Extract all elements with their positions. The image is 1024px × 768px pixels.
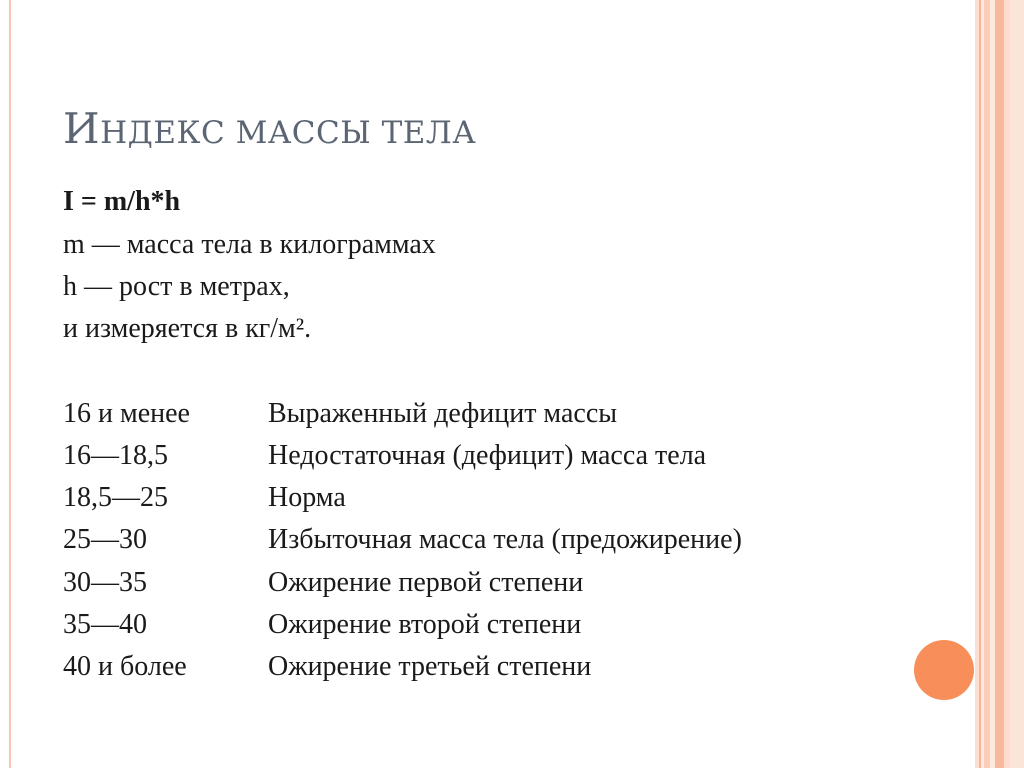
row-description: Норма: [268, 482, 346, 513]
left-frame-line: [9, 0, 11, 768]
row-range: 25—30: [63, 524, 147, 555]
formula: I = m/h*h: [63, 186, 181, 217]
row-description: Выраженный дефицит массы: [268, 398, 618, 429]
row-description: Ожирение второй степени: [268, 609, 582, 640]
title-rest: НДЕКС МАССЫ ТЕЛА: [100, 115, 477, 151]
row-range: 30—35: [63, 567, 147, 598]
title-initial: И: [63, 104, 101, 153]
definition-unit: и измеряется в кг/м².: [63, 313, 312, 344]
row-description: Избыточная масса тела (предожирение): [268, 524, 742, 555]
row-description: Недостаточная (дефицит) масса тела: [268, 440, 707, 471]
decor-stripe: [995, 0, 1004, 768]
row-range: 35—40: [63, 609, 147, 640]
row-description: Ожирение третьей степени: [268, 651, 592, 682]
definition-mass: m — масса тела в килограммах: [63, 229, 436, 260]
row-range: 40 и более: [63, 651, 187, 682]
row-description: Ожирение первой степени: [268, 567, 584, 598]
row-range: 18,5—25: [63, 482, 168, 513]
decor-stripe: [1010, 0, 1024, 768]
row-range: 16—18,5: [63, 440, 168, 471]
slide-title: [63, 104, 476, 153]
definition-height: h — рост в метрах,: [63, 271, 290, 302]
decor-circle: [914, 640, 974, 700]
row-range: 16 и менее: [63, 398, 190, 429]
